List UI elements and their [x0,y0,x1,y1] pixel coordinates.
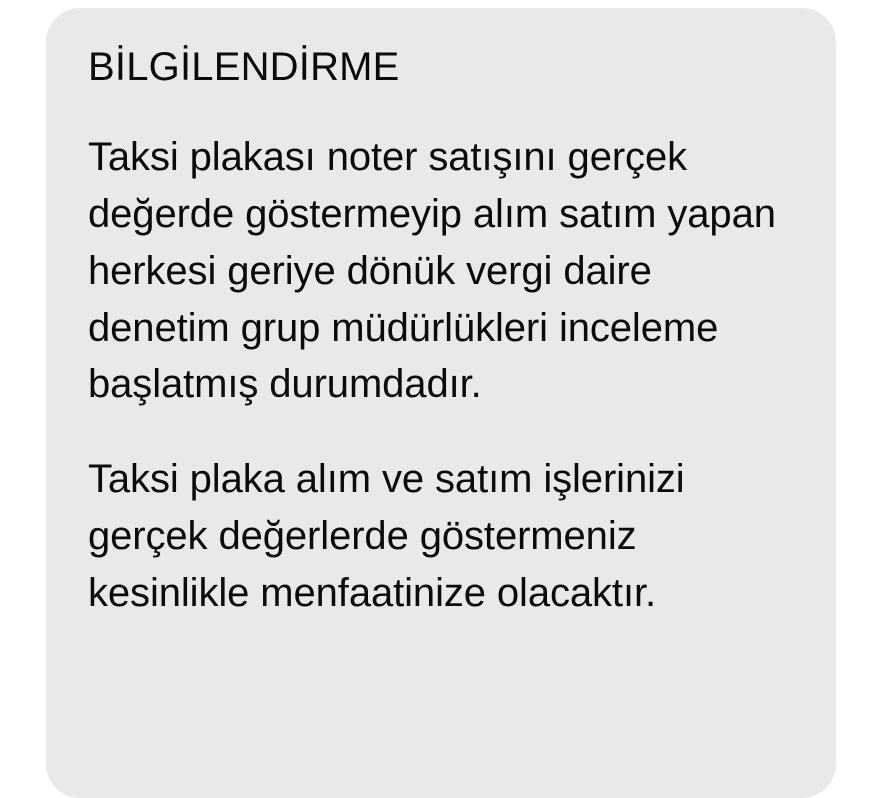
message-paragraph-1: Taksi plakası noter satışını gerçek değerde göstermeyip alım satım yapan herkesi geriye dönük vergi daire denetim grup müdürlükleri inceleme başlatmış durumdadır. [88,135,787,407]
message-bubble[interactable] [46,8,836,798]
message-heading: BİLGİLENDİRME [88,45,400,89]
message-paragraph-2: Taksi plaka alım ve satım işlerinizi gerçek değerlerde göstermeniz kesinlikle menfaatinize olacaktır. [88,457,696,615]
